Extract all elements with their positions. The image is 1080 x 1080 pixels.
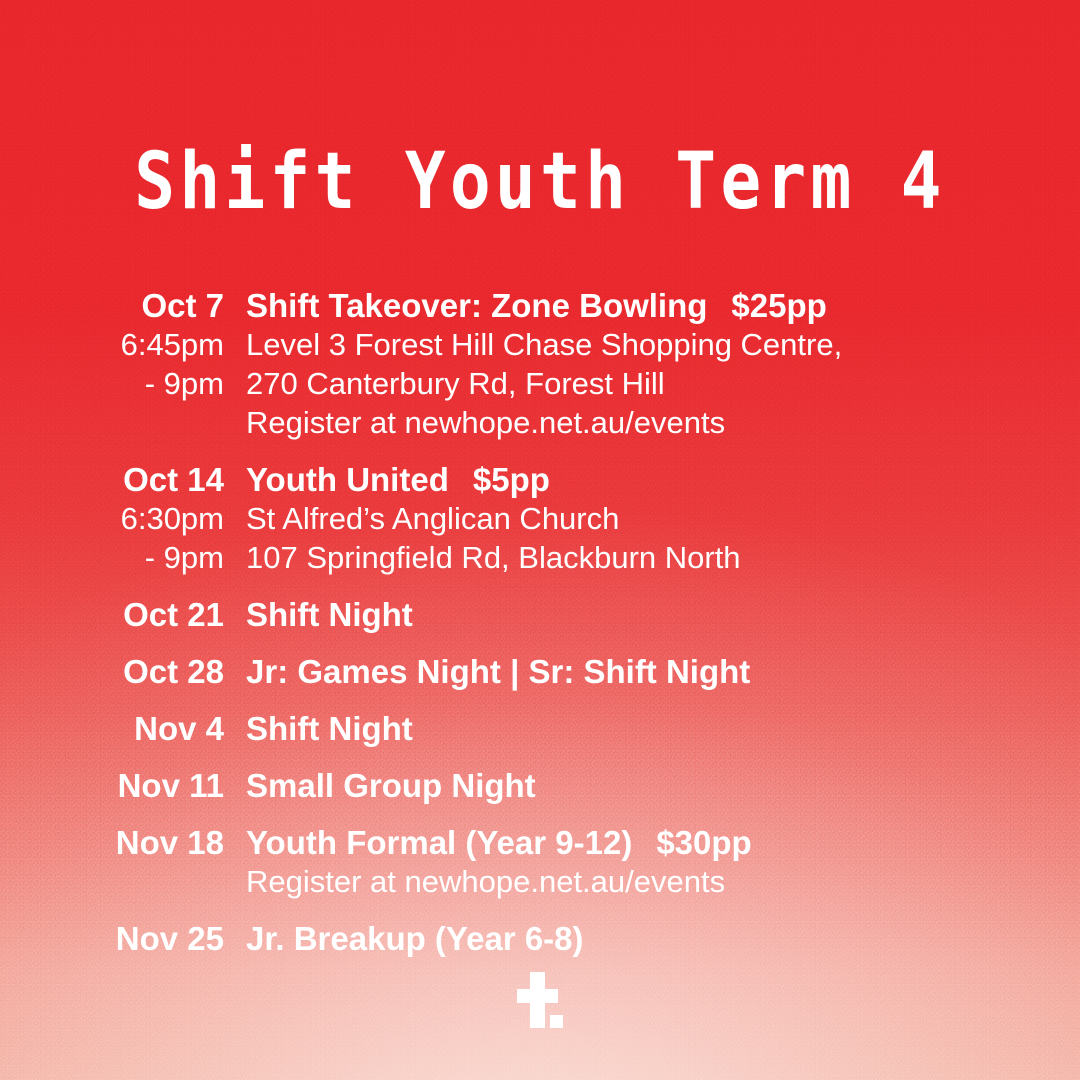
event-detail-line: Register at newhope.net.au/events	[246, 405, 726, 440]
event-row	[0, 919, 1080, 958]
event-title: Shift Night	[246, 710, 413, 747]
event-row	[0, 823, 1080, 901]
event-detail-line: Level 3 Forest Hill Chase Shopping Centre,	[246, 327, 843, 362]
event-when	[0, 460, 246, 577]
cross-horizontal-bar	[517, 989, 558, 1003]
cross-dot	[550, 1015, 563, 1028]
event-what	[246, 823, 1080, 901]
event-detail-line: St Alfred’s Anglican Church	[246, 501, 620, 536]
event-row	[0, 709, 1080, 748]
event-when	[0, 595, 246, 634]
event-detail-line: Register at newhope.net.au/events	[246, 864, 726, 899]
event-what	[246, 766, 1080, 805]
event-title: Jr. Breakup (Year 6-8)	[246, 920, 584, 957]
event-price: $25pp	[731, 287, 827, 324]
event-headline-row	[246, 460, 1040, 499]
event-time-line: - 9pm	[144, 540, 224, 575]
event-date: Nov 25	[115, 920, 224, 957]
event-when	[0, 286, 246, 403]
event-date: Nov 4	[134, 710, 224, 747]
event-headline-row	[246, 595, 1040, 634]
event-when	[0, 766, 246, 805]
event-detail-line: 107 Springfield Rd, Blackburn North	[246, 540, 741, 575]
event-title: Small Group Night	[246, 767, 536, 804]
event-what	[246, 709, 1080, 748]
event-when	[0, 919, 246, 958]
event-when	[0, 652, 246, 691]
event-title: Shift Night	[246, 596, 413, 633]
page-title: Shift Youth Term 4	[134, 137, 946, 228]
event-what	[246, 919, 1080, 958]
event-title: Youth Formal (Year 9-12)	[246, 824, 633, 861]
event-headline-row	[246, 766, 1040, 805]
event-date: Oct 7	[141, 287, 224, 324]
event-row	[0, 286, 1080, 442]
cross-logo-icon	[517, 972, 563, 1028]
event-detail-line: 270 Canterbury Rd, Forest Hill	[246, 366, 665, 401]
event-headline-row	[246, 652, 1040, 691]
event-price: $5pp	[472, 461, 550, 498]
event-time-line: 6:45pm	[120, 327, 224, 362]
event-time-line: 6:30pm	[120, 501, 224, 536]
event-row	[0, 595, 1080, 634]
event-what	[246, 652, 1080, 691]
event-row	[0, 766, 1080, 805]
event-what	[246, 595, 1080, 634]
event-headline-row	[246, 286, 1040, 325]
event-headline-row	[246, 823, 1040, 862]
event-when	[0, 823, 246, 862]
event-when	[0, 709, 246, 748]
event-price: $30pp	[656, 824, 752, 861]
event-date: Oct 28	[123, 653, 224, 690]
event-headline-row	[246, 919, 1040, 958]
event-date: Nov 11	[117, 767, 224, 804]
event-row	[0, 652, 1080, 691]
event-row	[0, 460, 1080, 577]
event-time-line: - 9pm	[144, 366, 224, 401]
event-schedule-list	[0, 286, 1080, 976]
event-headline-row	[246, 709, 1040, 748]
event-date: Oct 14	[123, 461, 224, 498]
event-what	[246, 286, 1080, 442]
event-date: Oct 21	[123, 596, 224, 633]
event-title: Youth United	[246, 461, 449, 498]
brand-logo	[0, 972, 1080, 1028]
event-date: Nov 18	[115, 824, 224, 861]
event-title: Shift Takeover: Zone Bowling	[246, 287, 708, 324]
event-what	[246, 460, 1080, 577]
event-title: Jr: Games Night | Sr: Shift Night	[246, 653, 751, 690]
